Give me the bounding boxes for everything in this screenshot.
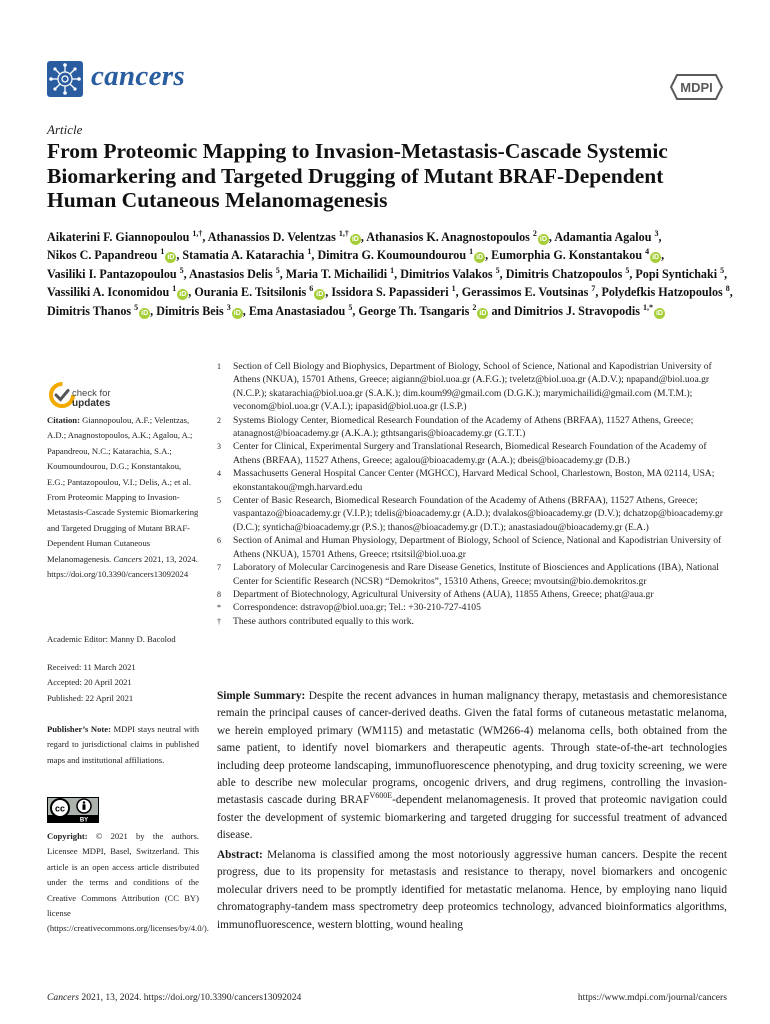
affiliation-item bbox=[217, 561, 727, 588]
braf-mutation-superscript: V600E bbox=[369, 791, 393, 801]
author-name: Anastasios Delis bbox=[189, 266, 273, 281]
orcid-icon[interactable]: iD bbox=[141, 309, 149, 317]
affiliation-number: 3 bbox=[217, 442, 221, 452]
publication-dates bbox=[47, 660, 199, 706]
author-name: Dimitris Chatzopoulos bbox=[505, 266, 623, 281]
affiliation-number: 8 bbox=[217, 589, 221, 599]
affiliation-item bbox=[217, 440, 727, 467]
author-name: George Th. Tsangaris bbox=[358, 303, 470, 318]
author-separator: , bbox=[202, 230, 206, 244]
orcid-icon[interactable]: iD bbox=[539, 236, 547, 243]
author-separator: , bbox=[595, 285, 599, 300]
author-separator: , bbox=[729, 285, 733, 300]
citation-block bbox=[47, 413, 199, 582]
author bbox=[366, 230, 552, 244]
copyright-text: © 2021 by the authors. Licensee MDPI, Basel, Switzerland. This article is an open access article distributed under the terms and conditions of the Creative Commons Attribution (CC BY) license (https://creativecommons.org/licenses/by/4.0/). bbox=[47, 831, 209, 934]
citation-journal: Cancers bbox=[113, 553, 143, 564]
author-name: Athanassios D. Velentzas bbox=[207, 230, 336, 244]
author-separator: , bbox=[724, 266, 728, 281]
author-separator: , bbox=[242, 303, 246, 318]
orcid-icon[interactable]: iD bbox=[351, 236, 359, 243]
author-list bbox=[47, 228, 737, 320]
author-name: Ema Anastasiadou bbox=[248, 303, 346, 318]
author-affiliation-sup: 5 bbox=[720, 265, 725, 275]
author-affiliation-sup: 3 bbox=[226, 302, 231, 312]
author-affiliation-sup: 1,* bbox=[642, 302, 653, 312]
author-separator: , bbox=[176, 248, 180, 263]
date-received: Received: 11 March 2021 bbox=[47, 662, 136, 672]
affiliation-text: Systems Biology Center, Biomedical Research Foundation of the Academy of Athens (BRFAA), 11527 Athens, Greece; atanagnost@bioacademy.gr (A.K.A.); gthtsangaris@bioacademy.gr (G.T.T.) bbox=[233, 414, 694, 440]
author-separator: , bbox=[150, 303, 154, 318]
affiliation-item bbox=[217, 414, 727, 441]
author bbox=[358, 304, 488, 318]
author-separator: , bbox=[188, 285, 192, 300]
author bbox=[462, 285, 599, 299]
affiliation-number: 5 bbox=[217, 496, 221, 506]
affiliation-text: Correspondence: dstravop@biol.uoa.gr; Tel.: +30-210-727-4105 bbox=[233, 602, 481, 614]
author bbox=[286, 267, 397, 281]
simple-summary-label: Simple Summary: bbox=[217, 690, 306, 702]
footer-citation bbox=[47, 992, 301, 1003]
orcid-icon[interactable]: iD bbox=[316, 291, 324, 299]
simple-summary-text: Despite the recent advances in human malignancy therapy, metastasis and chemoresistance remain the principal causes of cancer-derived deaths. Given the fatal forms of cutaneous metastatic melanoma, we herein employed primary (WM115) and metastatic (WM266-4) melanoma cells, both obtained from the same patient, to identify novel biomarkers and therapeutic agents. Through state-of-the-art technologies including deep proteome landscaping, immunofluorescence phenotyping, and drug toxicity screening, we were able to describe new molecular programs, oncogenic drivers, and drug regimens, controlling the invasion-metastasis cascade during BRAF bbox=[217, 690, 727, 807]
check-updates-line2: updates bbox=[72, 398, 111, 409]
author-name: Ourania E. Tsitsilonis bbox=[194, 285, 307, 300]
author-name: Issidora S. Papassideri bbox=[331, 285, 449, 300]
orcid-icon[interactable]: iD bbox=[479, 309, 487, 317]
author-name: and Dimitrios J. Stravopodis bbox=[491, 303, 640, 318]
author-affiliation-sup: 6 bbox=[309, 284, 314, 294]
affiliation-text: Center of Basic Research, Biomedical Research Foundation of the Academy of Athens (BRFAA), 11527 Athens, Greece; vaspantazo@bioacademy.gr (V.I.P.); tdelis@bioacademy.gr (A.D.); dvalakos@bioacademy.gr (D.V.); dchatzop@bioacademy.gr (D.C.); synticha@bioacademy.gr (P.S.); thanos@bioacademy.gr (D.T.); anastasiadou@bioacademy.gr (E.A.) bbox=[233, 495, 723, 533]
affiliation-item bbox=[217, 360, 727, 414]
svg-text:MDPI: MDPI bbox=[680, 80, 713, 95]
author-affiliation-sup: 1,† bbox=[338, 228, 349, 238]
footer-citation-rest[interactable]: 2021, 13, 2024. https://doi.org/10.3390/cancers13092024 bbox=[81, 992, 302, 1003]
orcid-icon[interactable]: iD bbox=[655, 309, 663, 317]
academic-editor: Academic Editor: Manny D. Bacolod bbox=[47, 634, 176, 644]
affiliation-number: * bbox=[217, 603, 221, 613]
affiliation-number: 6 bbox=[217, 536, 221, 546]
citation-doi[interactable]: 2021, 13, 2024. https://doi.org/10.3390/cancers13092024 bbox=[47, 553, 198, 580]
author-separator: , bbox=[279, 266, 283, 281]
cc-by-license-icon[interactable] bbox=[47, 797, 99, 823]
affiliation-item bbox=[217, 494, 727, 534]
author-separator: , bbox=[658, 230, 662, 244]
publisher-note bbox=[47, 722, 199, 768]
date-published: Published: 22 April 2021 bbox=[47, 692, 134, 703]
author bbox=[156, 304, 246, 318]
author-name: Vassiliki A. Iconomidou bbox=[47, 285, 170, 300]
check-for-updates-badge[interactable] bbox=[47, 380, 147, 414]
author bbox=[47, 285, 191, 299]
author-separator: , bbox=[455, 285, 459, 300]
affiliation-item bbox=[217, 588, 727, 601]
affiliation-text: Massachusetts General Hospital Cancer Center (MGHCC), Harvard Medical School, Charlestown, Boston, MA 02114, USA; ekonstantakou@mgh.harvard.edu bbox=[233, 468, 715, 493]
author bbox=[635, 267, 727, 281]
author-name: Gerassimos E. Voutsinas bbox=[461, 285, 589, 300]
affiliations-list bbox=[217, 360, 727, 628]
orcid-icon[interactable]: iD bbox=[233, 309, 241, 317]
author-separator: , bbox=[352, 303, 356, 318]
publisher-note-text: MDPI stays neutral with regard to jurisdictional claims in published maps and institutional affiliations. bbox=[47, 724, 199, 765]
author-affiliation-sup: 5 bbox=[275, 265, 280, 275]
affiliation-text: Section of Cell Biology and Biophysics, Department of Biology, School of Science, National and Kapodistrian University of Athens (NKUA), 15701 Athens, Greece; aigiann@biol.uoa.gr (A.F.G.); tveletz@biol.uoa.gr (A.D.V.); npapand@biol.uoa.gr (N.C.P.); skatarachia@biol.uoa.gr (S.A.K.); dim.koum99@gmail.com (D.G.K.); marymichailidi@gmail.com (M.T.M.); veconom@biol.uoa.gr (V.A.I.); ipapasid@biol.uoa.gr (I.S.P.) bbox=[233, 361, 712, 413]
author-separator: , bbox=[394, 266, 398, 281]
affiliation-item bbox=[217, 534, 727, 561]
author bbox=[47, 267, 187, 281]
author-name: Dimitra G. Koumoundourou bbox=[317, 248, 467, 263]
author bbox=[554, 230, 661, 244]
article-title: From Proteomic Mapping to Invasion-Metastasis-Cascade Systemic Biomarkering and Targeted Drugging of Mutant BRAF-Dependent Human Cutaneous Melanomagenesis bbox=[47, 139, 668, 212]
footer-journal: Cancers bbox=[47, 992, 79, 1003]
author bbox=[182, 248, 314, 262]
author-affiliation-sup: 1 bbox=[172, 284, 177, 294]
author bbox=[491, 304, 665, 318]
affiliation-number: 7 bbox=[217, 563, 221, 573]
simple-summary bbox=[217, 688, 727, 845]
author-separator: , bbox=[629, 266, 633, 281]
author bbox=[400, 267, 502, 281]
author-separator: , bbox=[360, 230, 364, 244]
author-affiliation-sup: 1 bbox=[160, 247, 165, 257]
author-separator: , bbox=[499, 266, 503, 281]
orcid-icon[interactable]: iD bbox=[179, 291, 187, 299]
author bbox=[331, 285, 458, 299]
author-name: Dimitris Thanos bbox=[47, 303, 132, 318]
publisher-note-label: Publisher’s Note: bbox=[47, 724, 111, 734]
citation-text: Giannopoulou, A.F.; Velentzas, A.D.; Anagnostopoulos, A.K.; Agalou, A.; Papandreou, N.C.; Katarachia, S.A.; Koumoundourou, D.G.; Konstantakou, E.G.; Pantazopoulou, V.I.; Delis, A.; et al. From Proteomic Mapping to Invasion-Metastasis-Cascade Systemic Biomarkering and Targeted Drugging of Mutant BRAF-Dependent Human Cutaneous Melanomagenesis. bbox=[47, 415, 199, 564]
journal-name: cancers bbox=[91, 60, 185, 92]
author-name: Nikos C. Papandreou bbox=[47, 248, 158, 263]
author bbox=[194, 285, 328, 299]
affiliation-number: 4 bbox=[217, 469, 221, 479]
orcid-icon[interactable]: iD bbox=[652, 254, 660, 262]
abstract-text: Melanoma is classified among the most notoriously aggressive human cancers. Despite the recent progress, due to its propensity for metastasis and resistance to therapy, novel biomarkers and oncogenic molecular drivers need to be promptly identified for metastatic melanoma. Hence, by employing nano liquid chromatography-tandem mass spectrometry deep proteomics technology, advanced bioinformatics algorithms, immunofluorescence, western blotting, wound healing bbox=[217, 849, 727, 931]
author-affiliation-sup: 1 bbox=[307, 247, 312, 257]
affiliation-item bbox=[217, 601, 727, 614]
affiliation-text: Section of Animal and Human Physiology, Department of Biology, School of Science, National and Kapodistrian University of Athens (NKUA), 15701 Athens, Greece; rtsitsil@biol.uoa.gr bbox=[233, 535, 722, 560]
svg-text:BY: BY bbox=[79, 817, 89, 823]
mdpi-logo bbox=[669, 73, 724, 101]
author-separator: , bbox=[485, 248, 489, 263]
author-affiliation-sup: 2 bbox=[532, 228, 537, 238]
author-affiliation-sup: 5 bbox=[625, 265, 630, 275]
affiliation-item bbox=[217, 467, 727, 494]
affiliation-number: † bbox=[217, 616, 221, 626]
author-affiliation-sup: 1,† bbox=[192, 228, 203, 238]
author-affiliation-sup: 5 bbox=[495, 265, 500, 275]
author-affiliation-sup: 2 bbox=[472, 302, 477, 312]
author bbox=[47, 304, 153, 318]
check-updates-line1: check for bbox=[72, 388, 111, 399]
author bbox=[189, 267, 283, 281]
author-name: Maria T. Michailidi bbox=[285, 266, 388, 281]
affiliation-number: 2 bbox=[217, 415, 221, 425]
author-name: Adamantia Agalou bbox=[554, 230, 652, 244]
author-name: Popi Syntichaki bbox=[635, 266, 718, 281]
author bbox=[249, 304, 356, 318]
author-name: Dimitris Beis bbox=[156, 303, 224, 318]
author-name: Aikaterini F. Giannopoulou bbox=[47, 230, 190, 244]
author-name: Vasiliki I. Pantazopoulou bbox=[47, 266, 177, 281]
author-affiliation-sup: 1 bbox=[469, 247, 474, 257]
abstract-label: Abstract: bbox=[217, 849, 263, 861]
author-affiliation-sup: 5 bbox=[179, 265, 184, 275]
author-affiliation-sup: 1 bbox=[390, 265, 395, 275]
author-affiliation-sup: 5 bbox=[134, 302, 139, 312]
article-type: Article bbox=[47, 122, 83, 137]
author bbox=[208, 230, 364, 244]
author-name: Polydefkis Hatzopoulos bbox=[601, 285, 723, 300]
orcid-icon[interactable]: iD bbox=[167, 254, 175, 262]
copyright-notice bbox=[47, 829, 209, 937]
author-name: Dimitrios Valakos bbox=[400, 266, 493, 281]
journal-logo-icon bbox=[47, 61, 83, 97]
affiliation-text: Center for Clinical, Experimental Surgery and Translational Research, Biomedical Research Foundation of the Academy of Athens (BRFAA), 11527 Athens, Greece; agalou@bioacademy.gr (A.A.); dbeis@bioacademy.gr (D.B.) bbox=[233, 441, 707, 466]
author-separator: , bbox=[325, 285, 329, 300]
author bbox=[491, 248, 664, 262]
date-accepted: Accepted: 20 April 2021 bbox=[47, 677, 132, 688]
author-separator: , bbox=[548, 230, 552, 244]
footer-journal-url[interactable]: https://www.mdpi.com/journal/cancers bbox=[577, 992, 727, 1003]
author bbox=[506, 267, 633, 281]
orcid-icon[interactable]: iD bbox=[476, 254, 484, 262]
author-affiliation-sup: 1 bbox=[451, 284, 456, 294]
affiliation-text: These authors contributed equally to this work. bbox=[233, 615, 414, 627]
author-name: Eumorphia G. Konstantakou bbox=[491, 248, 643, 263]
author-name: Athanasios K. Anagnostopoulos bbox=[366, 230, 530, 244]
author-affiliation-sup: 8 bbox=[725, 284, 730, 294]
author-affiliation-sup: 7 bbox=[591, 284, 596, 294]
author-separator: , bbox=[183, 266, 187, 281]
affiliation-text: Laboratory of Molecular Carcinogenesis and Rare Disease Genetics, Institute of Biosciences and Applications (IBA), National Center for Scientific Research (NCSR) “Demokritos”, 15310 Athens, Greece; mvoutsin@bio.demokritos.gr bbox=[233, 562, 719, 587]
author-affiliation-sup: 3 bbox=[654, 228, 659, 238]
author bbox=[47, 248, 179, 262]
author-separator: , bbox=[661, 248, 665, 263]
author-affiliation-sup: 4 bbox=[645, 247, 650, 257]
author-affiliation-sup: 5 bbox=[348, 302, 353, 312]
author-separator: , bbox=[311, 248, 315, 263]
author-name: Stamatia A. Katarachia bbox=[182, 248, 305, 263]
simple-summary-text-end: -dependent melanomagenesis. It proved that proteomic navigation could foster the development of systemic biomarkering and targeted drugging for successful treatment of advanced disease. bbox=[217, 794, 727, 842]
copyright-label: Copyright: bbox=[47, 831, 88, 841]
affiliation-text: Department of Biotechnology, Agricultural University of Athens (AUA), 11855 Athens, Greece; phat@aua.gr bbox=[233, 588, 654, 600]
author bbox=[601, 285, 732, 299]
author bbox=[47, 230, 205, 244]
abstract bbox=[217, 847, 727, 934]
affiliation-number: 1 bbox=[217, 362, 221, 371]
svg-text:cc: cc bbox=[54, 803, 66, 814]
citation-label: Citation: bbox=[47, 415, 80, 425]
affiliation-item bbox=[217, 615, 727, 628]
author bbox=[317, 248, 488, 262]
